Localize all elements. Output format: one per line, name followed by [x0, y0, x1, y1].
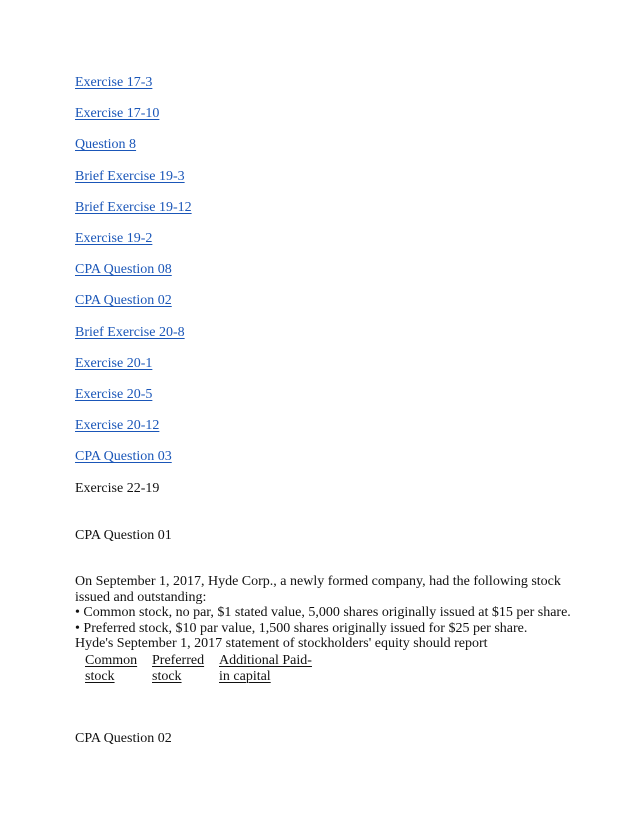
list-item [75, 168, 192, 199]
bullet-preferred-stock: • Preferred stock, $10 par value, 1,500 shares originally issued for $25 per share. [75, 620, 528, 636]
column-header-additional-paid-in-capital: Additional Paid- in capital [219, 653, 312, 684]
link-cpa-question-08[interactable]: CPA Question 08 [75, 262, 172, 278]
list-item [75, 386, 192, 417]
column-header-preferred-stock: Preferred stock [152, 653, 205, 684]
section-heading-cpa-question-01: CPA Question 01 [75, 528, 172, 543]
link-list [75, 74, 192, 479]
link-brief-exercise-19-3[interactable]: Brief Exercise 19-3 [75, 168, 185, 184]
section-heading-cpa-question-02: CPA Question 02 [75, 731, 172, 746]
link-cpa-question-02[interactable]: CPA Question 02 [75, 293, 172, 309]
list-item [75, 292, 192, 323]
column-header-common-stock: Common stock [85, 653, 138, 684]
list-item [75, 448, 192, 479]
link-brief-exercise-19-12[interactable]: Brief Exercise 19-12 [75, 199, 192, 215]
list-item [75, 136, 192, 167]
list-item [75, 324, 192, 355]
link-cpa-question-03[interactable]: CPA Question 03 [75, 449, 172, 465]
list-item [75, 199, 192, 230]
link-exercise-20-5[interactable]: Exercise 20-5 [75, 386, 153, 402]
list-item [75, 74, 192, 105]
link-brief-exercise-20-8[interactable]: Brief Exercise 20-8 [75, 324, 185, 340]
question-text [75, 574, 575, 652]
question-stem-line: On September 1, 2017, Hyde Corp., a newly formed company, had the following stock [75, 574, 561, 589]
question-stem-line: issued and outstanding: [75, 589, 207, 605]
list-item [75, 417, 192, 448]
bullet-common-stock: • Common stock, no par, $1 stated value, 5,000 shares originally issued at $15 per share. [75, 605, 571, 621]
list-item [75, 355, 192, 386]
link-exercise-20-1[interactable]: Exercise 20-1 [75, 355, 153, 371]
link-exercise-20-12[interactable]: Exercise 20-12 [75, 418, 160, 434]
link-exercise-17-3[interactable]: Exercise 17-3 [75, 75, 153, 90]
section-heading-exercise-22-19: Exercise 22-19 [75, 481, 160, 496]
list-item [75, 105, 192, 136]
list-item [75, 261, 192, 292]
question-prompt: Hyde's September 1, 2017 statement of stockholders' equity should report [75, 636, 488, 652]
link-question-8[interactable]: Question 8 [75, 137, 137, 153]
list-item [75, 230, 192, 261]
link-exercise-17-10[interactable]: Exercise 17-10 [75, 106, 160, 122]
link-exercise-19-2[interactable]: Exercise 19-2 [75, 230, 153, 246]
